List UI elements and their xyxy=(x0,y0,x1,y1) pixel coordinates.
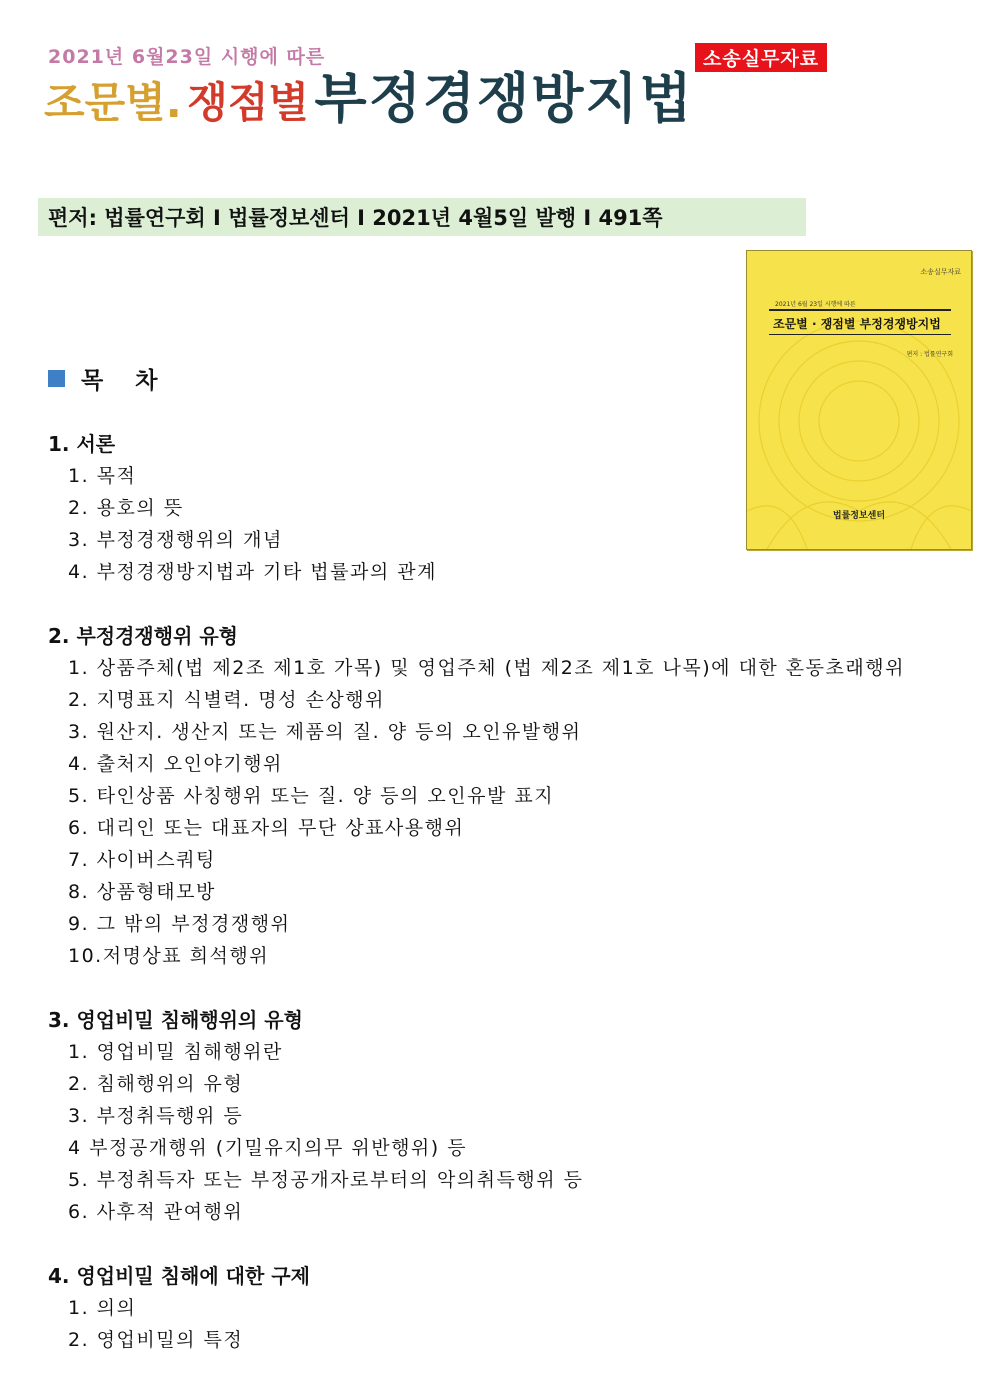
toc-section xyxy=(48,620,948,972)
cover-rule-bottom xyxy=(769,334,951,335)
cover-rule-top xyxy=(769,309,951,311)
toc-heading xyxy=(48,362,169,395)
title-part-articles: 조문별. xyxy=(44,78,182,127)
category-badge: 소송실무자료 xyxy=(695,43,827,72)
toc-item: 5. 타인상품 사칭행위 또는 질. 양 등의 오인유발 표지 xyxy=(68,785,555,807)
title-part-law: 부정경쟁방지법 xyxy=(314,67,694,130)
toc-section xyxy=(48,1004,948,1228)
toc-item: 4. 부정경쟁방지법과 기타 법률과의 관계 xyxy=(68,561,437,583)
toc-section-title: 2. 부정경쟁행위 유형 xyxy=(48,624,238,648)
toc-item: 1. 영업비밀 침해행위란 xyxy=(68,1041,283,1063)
toc-item: 10.저명상표 희석행위 xyxy=(68,945,270,967)
toc-item: 6. 대리인 또는 대표자의 무단 상표사용행위 xyxy=(68,817,465,839)
page-subtitle: 2021년 6월23일 시행에 따른 xyxy=(48,46,326,68)
toc-item: 2. 지명표지 식별력. 명성 손상행위 xyxy=(68,689,385,711)
table-of-contents xyxy=(48,428,948,1388)
cover-title: 조문별 · 쟁점별 부정경쟁방지법 xyxy=(773,317,941,331)
toc-item: 2. 침해행위의 유형 xyxy=(68,1073,244,1095)
square-bullet-icon xyxy=(48,370,65,387)
title-part-issues: 쟁점별 xyxy=(187,78,309,127)
toc-section-title: 3. 영업비밀 침해행위의 유형 xyxy=(48,1008,303,1032)
cover-author: 편저 : 법률연구회 xyxy=(906,351,953,358)
cover-badge: 소송실무자료 xyxy=(920,268,961,276)
toc-section-title: 1. 서론 xyxy=(48,432,116,456)
publication-info-text: 편저: 법률연구회 I 법률정보센터 I 2021년 4월5일 발행 I 491쪽 xyxy=(48,206,663,230)
toc-section-title: 4. 영업비밀 침해에 대한 구제 xyxy=(48,1264,310,1288)
toc-item: 3. 부정취득행위 등 xyxy=(68,1105,244,1127)
toc-item: 8. 상품형태모방 xyxy=(68,881,216,903)
toc-item: 3. 부정경쟁행위의 개념 xyxy=(68,529,283,551)
toc-item: 1. 상품주체(법 제2조 제1호 가목) 및 영업주체 (법 제2조 제1호 나목)에 대한 혼동초래행위 xyxy=(68,657,905,679)
toc-item: 4 부정공개행위 (기밀유지의무 위반행위) 등 xyxy=(68,1137,468,1159)
cover-subtitle: 2021년 6월 23일 시행에 따른 xyxy=(775,301,856,308)
publication-info-bar xyxy=(38,198,806,236)
cover-publisher: 법률정보센터 xyxy=(832,511,886,521)
toc-item: 1. 목적 xyxy=(68,465,137,487)
toc-item: 2. 영업비밀의 특정 xyxy=(68,1329,244,1351)
toc-item: 6. 사후적 관여행위 xyxy=(68,1201,244,1223)
toc-item: 5. 부정취득자 또는 부정공개자로부터의 악의취득행위 등 xyxy=(68,1169,584,1191)
toc-item: 2. 용호의 뜻 xyxy=(68,497,184,519)
page-title xyxy=(44,67,694,130)
toc-item: 4. 출처지 오인야기행위 xyxy=(68,753,283,775)
toc-item: 9. 그 밖의 부정경쟁행위 xyxy=(68,913,291,935)
toc-section xyxy=(48,1260,948,1356)
toc-item: 7. 사이버스쿼팅 xyxy=(68,849,216,871)
toc-heading-label: 목 차 xyxy=(81,368,170,394)
toc-section xyxy=(48,428,948,588)
toc-item: 1. 의의 xyxy=(68,1297,137,1319)
toc-item: 3. 원산지. 생산지 또는 제품의 질. 양 등의 오인유발행위 xyxy=(68,721,582,743)
